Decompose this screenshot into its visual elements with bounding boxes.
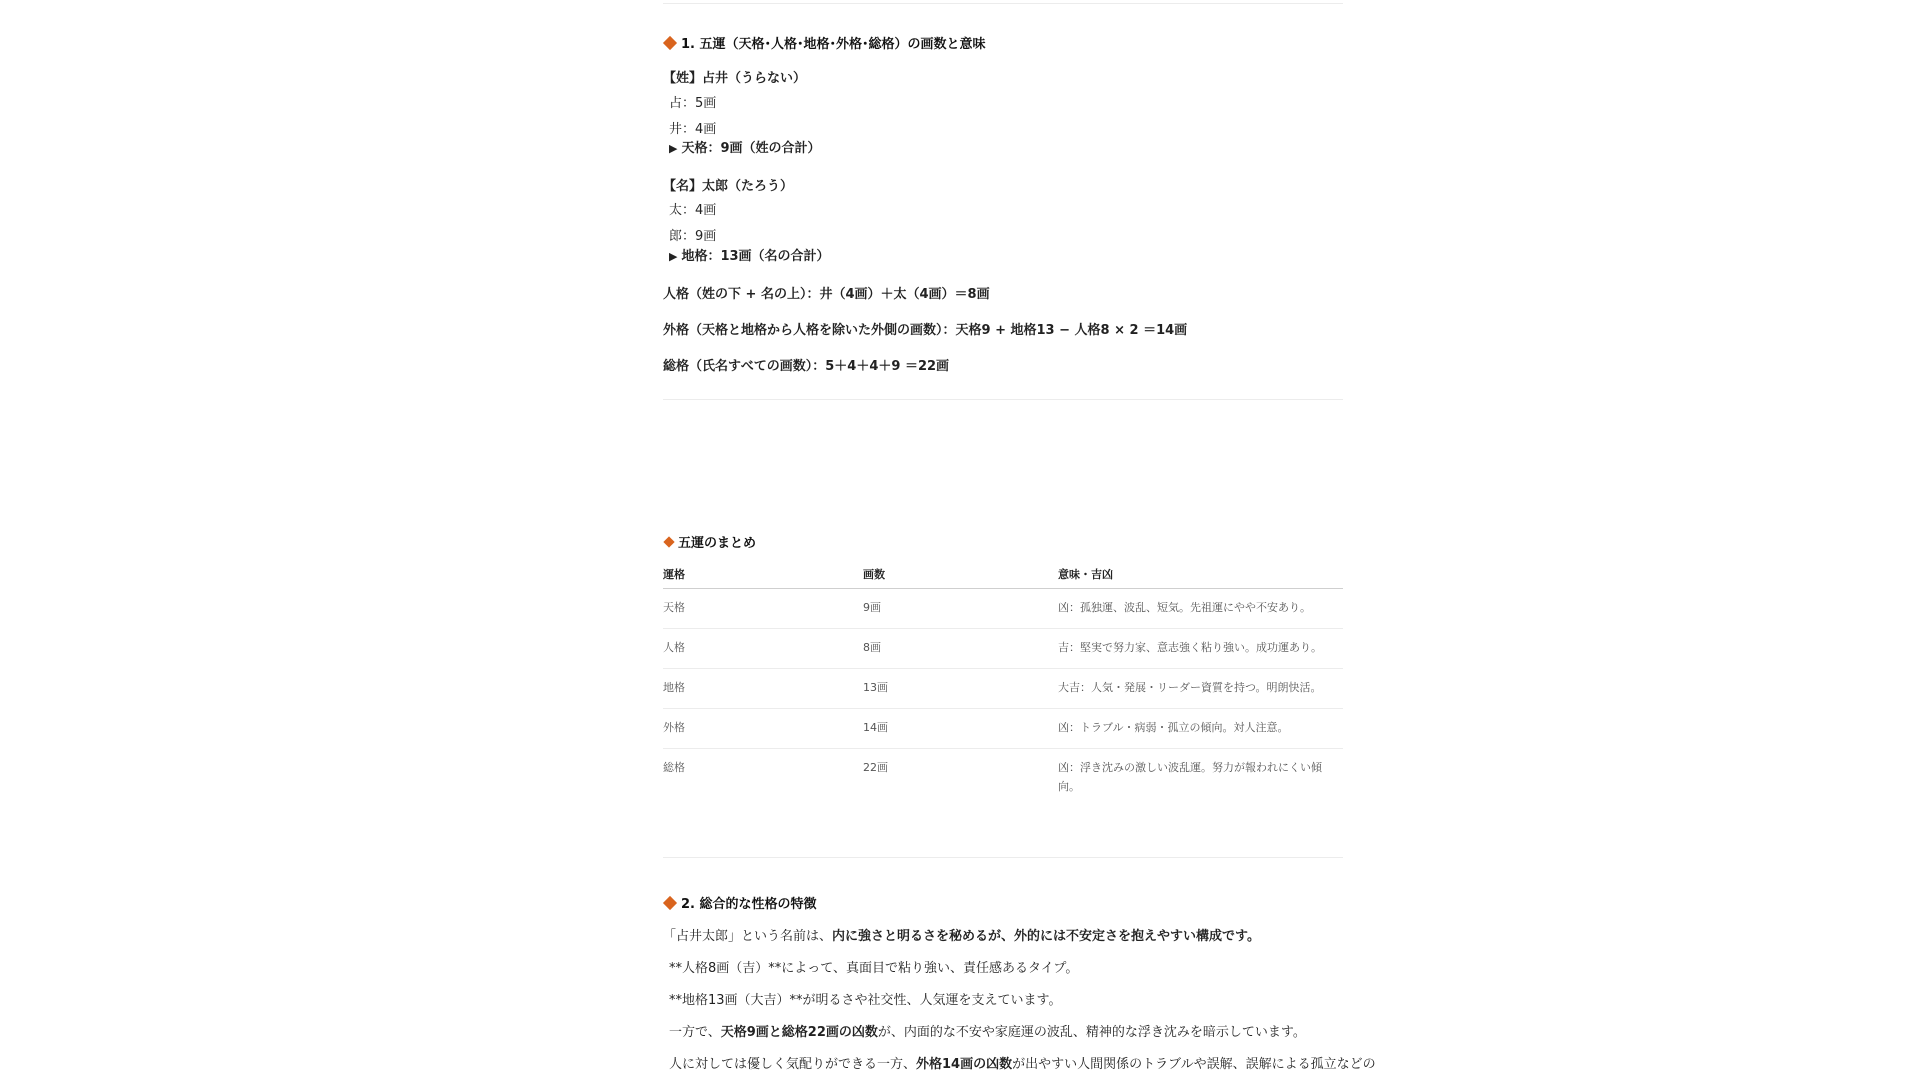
table-row	[663, 629, 1343, 669]
givenname-char: 太：4画	[669, 203, 717, 218]
table-cell: 凶：孤独運、波乱、短気。先祖運にやや不安あり。	[1058, 589, 1343, 629]
section-title: 1. 五運（天格･人格･地格･外格･総格）の画数と意味	[681, 37, 986, 52]
intro-paragraph	[663, 925, 1260, 944]
trait-line: **人格8画（吉）**によって、真面目で粘り強い、責任感あるタイプ。	[669, 961, 1079, 976]
trait-text: 一方で、	[669, 1025, 721, 1040]
trait-text: が出やすい人間関係のトラブルや誤解、誤解による孤立などの	[1012, 1057, 1376, 1072]
table-cell: 9画	[863, 589, 1058, 629]
summary-heading	[663, 532, 756, 551]
table-cell: 大吉：人気・発展・リーダー資質を持つ。明朗快活。	[1058, 669, 1343, 709]
chikaku-result	[669, 245, 830, 264]
divider	[663, 3, 1343, 4]
column-header: 意味・吉凶	[1058, 562, 1343, 589]
table-cell: 凶：トラブル・病弱・孤立の傾向。対人注意。	[1058, 709, 1343, 749]
column-header: 運格	[663, 562, 863, 589]
divider	[663, 399, 1343, 400]
table-row	[663, 709, 1343, 749]
trait-line	[669, 1021, 1306, 1040]
tenkaku-result	[669, 137, 821, 156]
table-cell: 22画	[863, 761, 888, 774]
table-cell: 外格	[663, 709, 863, 749]
trait-line: **地格13画（大吉）**が明るさや社交性、人気運を支えています。	[669, 993, 1062, 1008]
intro-text: 「占井太郎」という名前は、	[663, 929, 833, 944]
table-header-row	[663, 562, 1343, 589]
table-row	[663, 589, 1343, 629]
trait-line	[669, 1053, 1376, 1072]
table-cell: 8画	[863, 629, 1058, 669]
column-header: 画数	[863, 562, 1058, 589]
table-cell: 13画	[863, 669, 1058, 709]
section-heading-2	[663, 893, 817, 912]
surname-header: 【姓】占井（うらない）	[663, 71, 807, 86]
divider	[663, 857, 1343, 858]
table-cell: 地格	[663, 669, 863, 709]
diamond-bullet-icon	[663, 895, 677, 909]
trait-emphasis: 天格9画と総格22画の凶数	[720, 1025, 878, 1040]
soukaku-calc: 総格（氏名すべての画数）：5＋4＋4＋9 ＝22画	[663, 359, 950, 374]
triangle-right-icon: ▶	[669, 250, 678, 263]
table-cell: 凶：浮き沈みの激しい波乱運。努力が報われにくい傾向。	[1058, 761, 1322, 793]
intro-emphasis: 内に強さと明るさを秘めるが、外的には不安定さを抱えやすい構成です。	[832, 929, 1260, 944]
jinkaku-calc: 人格（姓の下 + 名の上）：井（4画）＋太（4画）＝8画	[663, 287, 990, 302]
triangle-right-icon: ▶	[669, 142, 678, 155]
chikaku-result-text: 地格：13画（名の合計）	[681, 249, 830, 264]
table-cell: 人格	[663, 629, 863, 669]
table-row	[663, 749, 1343, 808]
trait-emphasis: 外格14画の凶数	[916, 1057, 1013, 1072]
document-page	[663, 0, 1376, 1080]
surname-char: 占：5画	[669, 96, 717, 111]
table-cell: 14画	[863, 709, 1058, 749]
table-cell: 総格	[663, 761, 685, 774]
diamond-bullet-icon	[663, 35, 677, 49]
surname-char: 井：4画	[669, 122, 717, 137]
trait-text: が、内面的な不安や家庭運の波乱、精神的な浮き沈みを暗示しています。	[877, 1025, 1306, 1040]
table-cell: 天格	[663, 589, 863, 629]
tenkaku-result-text: 天格：9画（姓の合計）	[681, 141, 821, 156]
diamond-bullet-icon	[663, 536, 674, 547]
table-row	[663, 669, 1343, 709]
section-heading-1	[663, 33, 986, 52]
summary-table	[663, 562, 1343, 807]
givenname-header: 【名】太郎（たろう）	[663, 179, 794, 194]
gaikaku-calc: 外格（天格と地格から人格を除いた外側の画数）：天格9 + 地格13 − 人格8 × 2 ＝14画	[663, 323, 1188, 338]
trait-text: 人に対しては優しく気配りができる一方、	[669, 1057, 917, 1072]
table-cell: 吉：堅実で努力家、意志強く粘り強い。成功運あり。	[1058, 629, 1343, 669]
givenname-char: 郎：9画	[669, 229, 717, 244]
section-title: 2. 総合的な性格の特徴	[681, 897, 817, 912]
summary-title: 五運のまとめ	[678, 536, 757, 551]
